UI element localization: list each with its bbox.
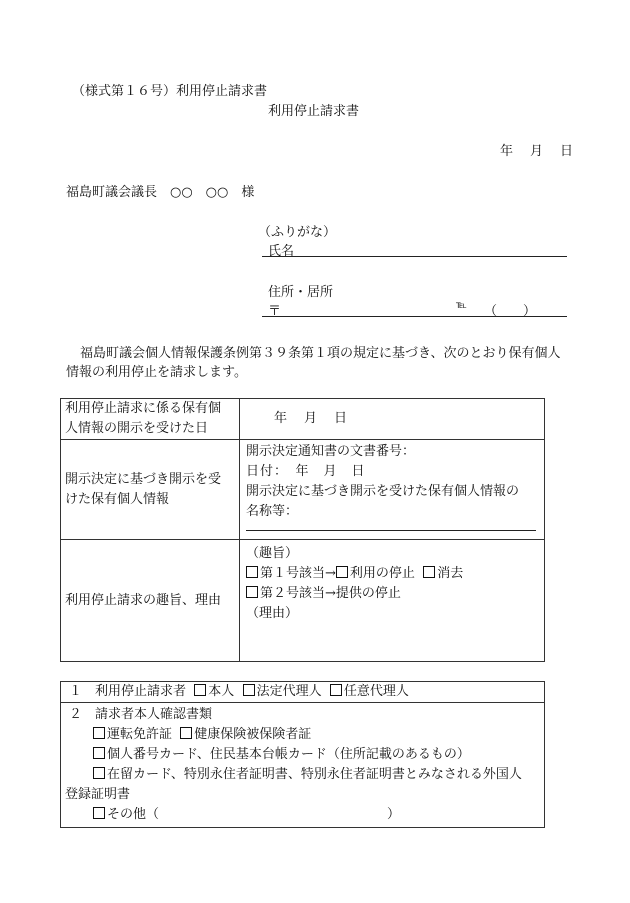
table-row: [61, 440, 545, 540]
disclosure-date-cell[interactable]: [240, 399, 545, 440]
info-name-underline: [246, 530, 536, 531]
other-checkbox[interactable]: [93, 807, 105, 819]
form-number-label: （様式第１６号）利用停止請求書: [72, 84, 268, 99]
identity-docs-cell: [61, 703, 545, 828]
address-label: 住所・居所: [268, 285, 334, 300]
stop-use-label: 利用の停止: [349, 566, 415, 581]
disclosure-date-label-cell: [61, 399, 240, 440]
erase-label: 消去: [437, 566, 464, 581]
item1-label: 第１号該当→: [260, 566, 336, 581]
purpose-reason-label-cell: [61, 540, 240, 662]
disclosure-date-label-l2: 人情報の開示を受けた日: [65, 421, 209, 436]
reason-heading: （理由）: [246, 606, 299, 621]
disclosed-info-cell[interactable]: [240, 440, 545, 540]
table-row: [61, 540, 545, 662]
voluntary-agent-checkbox[interactable]: [330, 684, 342, 696]
disclosed-info-label-l1: 開示決定に基づき開示を受: [65, 471, 222, 487]
table-row: [61, 682, 545, 703]
info-name-label-l1: 開示決定に基づき開示を受けた保有個人情報の: [246, 484, 520, 499]
residence-card-checkbox[interactable]: [93, 767, 105, 779]
erase-checkbox[interactable]: [423, 566, 435, 578]
doc-row-1: [61, 725, 544, 745]
insurance-checkbox[interactable]: [180, 727, 192, 739]
addressee: 福島町議会議長 ○○ ○○ 様: [66, 185, 255, 200]
document-title: 利用停止請求書: [268, 104, 360, 119]
item1-checkbox[interactable]: [246, 566, 258, 578]
table-row: [61, 703, 545, 828]
doc-number-label: 開示決定通知書の文書番号：: [246, 444, 416, 459]
requester-type-cell: [61, 682, 545, 703]
mynumber-label: 個人番号カード、住民基本台帳カード（住所記載のあるもの）: [107, 747, 470, 762]
other-label: その他（: [107, 807, 160, 822]
date-line: 年 月 日: [500, 144, 576, 159]
name-underline[interactable]: [262, 256, 567, 257]
purpose-option-2: [246, 584, 538, 604]
address-underline[interactable]: [262, 316, 567, 317]
furigana-label: （ふりがな）: [258, 225, 337, 240]
purpose-reason-cell[interactable]: [240, 540, 545, 662]
tel-paren: （ ）: [484, 304, 537, 319]
disclosure-date-value: 年 月 日: [274, 411, 350, 426]
insurance-label: 健康保険被保険者証: [194, 727, 312, 742]
tel-label: ℡: [456, 300, 467, 311]
stop-use-checkbox[interactable]: [336, 566, 348, 578]
item2-checkbox[interactable]: [246, 586, 258, 598]
requester-table: [60, 681, 545, 828]
request-details-table: [60, 398, 545, 662]
intro-line-2: 情報の利用停止を請求します。: [66, 365, 247, 380]
self-label: 本人: [208, 684, 235, 699]
requester-type-label: １ 利用停止請求者: [69, 684, 187, 699]
disclosed-info-label-l2: けた保有個人情報: [65, 491, 170, 507]
purpose-option-1: [246, 564, 538, 584]
legal-agent-checkbox[interactable]: [243, 684, 255, 696]
mynumber-checkbox[interactable]: [93, 747, 105, 759]
license-label: 運転免許証: [107, 727, 173, 742]
name-label: 氏名: [268, 244, 295, 259]
purpose-heading: （趣旨）: [246, 546, 299, 561]
purpose-reason-label: 利用停止請求の趣旨、理由: [65, 592, 222, 608]
doc-row-2: [61, 745, 544, 765]
legal-agent-label: 法定代理人: [256, 684, 322, 699]
disclosed-info-label-cell: [61, 440, 240, 540]
residence-card-label: 在留カード、特別永住者証明書、特別永住者証明書とみなされる外国人: [107, 767, 522, 782]
other-close-paren: ）: [387, 807, 401, 822]
table-row: [61, 399, 545, 440]
disclosure-date-label-l1: 利用停止請求に係る保有個: [65, 401, 222, 416]
requester-type-line: [61, 682, 544, 702]
voluntary-agent-label: 任意代理人: [343, 684, 409, 699]
notice-date-label: 日付： 年 月 日: [246, 464, 366, 479]
self-checkbox[interactable]: [194, 684, 206, 696]
info-name-label-l2: 名称等：: [246, 504, 299, 519]
doc-row-3: [61, 765, 544, 785]
identity-docs-heading: ２ 請求者本人確認書類: [69, 707, 213, 722]
doc-row-3-cont: 登録証明書: [65, 787, 131, 802]
intro-line-1: 福島町議会個人情報保護条例第３９条第１項の規定に基づき、次のとおり保有個人: [80, 346, 561, 361]
postal-mark: 〒: [268, 304, 282, 319]
doc-row-4: [61, 805, 544, 825]
item2-label: 第２号該当→提供の停止: [260, 586, 401, 601]
license-checkbox[interactable]: [93, 727, 105, 739]
